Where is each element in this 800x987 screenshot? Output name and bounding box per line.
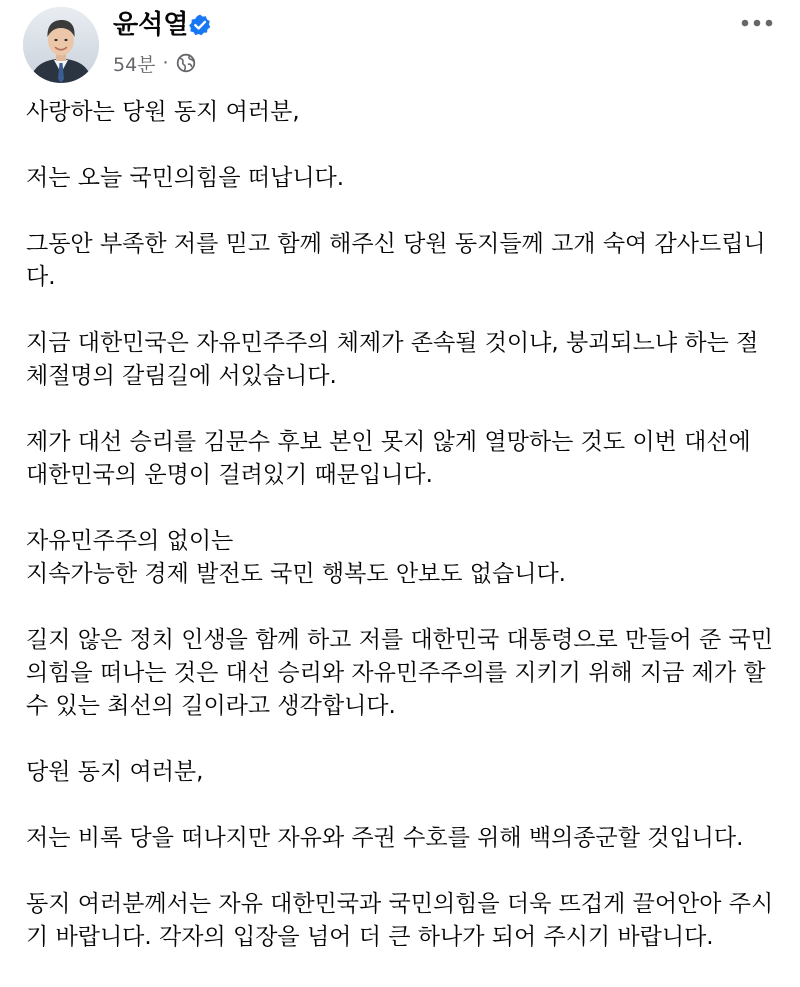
author-name[interactable]: 윤석열 (113, 10, 189, 40)
verified-badge-icon (188, 13, 212, 37)
post-paragraph: 지금 대한민국은 자유민주주의 체제가 존속될 것이냐, 붕괴되느냐 하는 절 체절명의 갈림길에 서있습니다. (26, 330, 759, 389)
post-text (26, 96, 776, 987)
avatar-image (23, 7, 99, 83)
post-timestamp[interactable]: 54분 (113, 53, 156, 76)
post-paragraph: 당원 동지 여러분, (26, 759, 204, 785)
post-paragraph: 자유민주주의 없이는 지속가능한 경제 발전도 국민 행복도 안보도 없습니다. (26, 528, 566, 587)
meta-separator: · (162, 52, 169, 74)
more-options-icon[interactable] (740, 16, 774, 30)
globe-icon[interactable] (176, 53, 196, 73)
post-paragraph: 저는 오늘 국민의힘을 떠납니다. (26, 165, 345, 191)
post-paragraph: 사랑하는 당원 동지 여러분, (26, 99, 300, 125)
post-header (0, 0, 800, 96)
post-paragraph: 저는 비록 당을 떠나지만 자유와 주권 수호를 위해 백의종군할 것입니다. (26, 825, 744, 851)
post-paragraph: 동지 여러분께서는 자유 대한민국과 국민의힘을 더욱 뜨겁게 끌어안아 주시 기 바랍니다. 각자의 입장을 넘어 더 큰 하나가 되어 주시기 바랍니다. (26, 891, 774, 950)
post-paragraph: 그동안 부족한 저를 믿고 함께 해주신 당원 동지들께 고개 숙여 감사드립니 다. (26, 231, 766, 290)
post-meta (113, 50, 196, 76)
avatar[interactable] (23, 7, 99, 83)
post-paragraph: 길지 않은 정치 인생을 함께 하고 저를 대한민국 대통령으로 만들어 준 국민 의힘을 떠나는 것은 대선 승리와 자유민주주의를 지키기 위해 지금 제가 할 수 있는 최선의 길이라고 생각합니다. (26, 627, 773, 719)
post-paragraph: 제가 대선 승리를 김문수 후보 본인 못지 않게 열망하는 것도 이번 대선에 대한민국의 운명이 걸려있기 때문입니다. (26, 429, 751, 488)
